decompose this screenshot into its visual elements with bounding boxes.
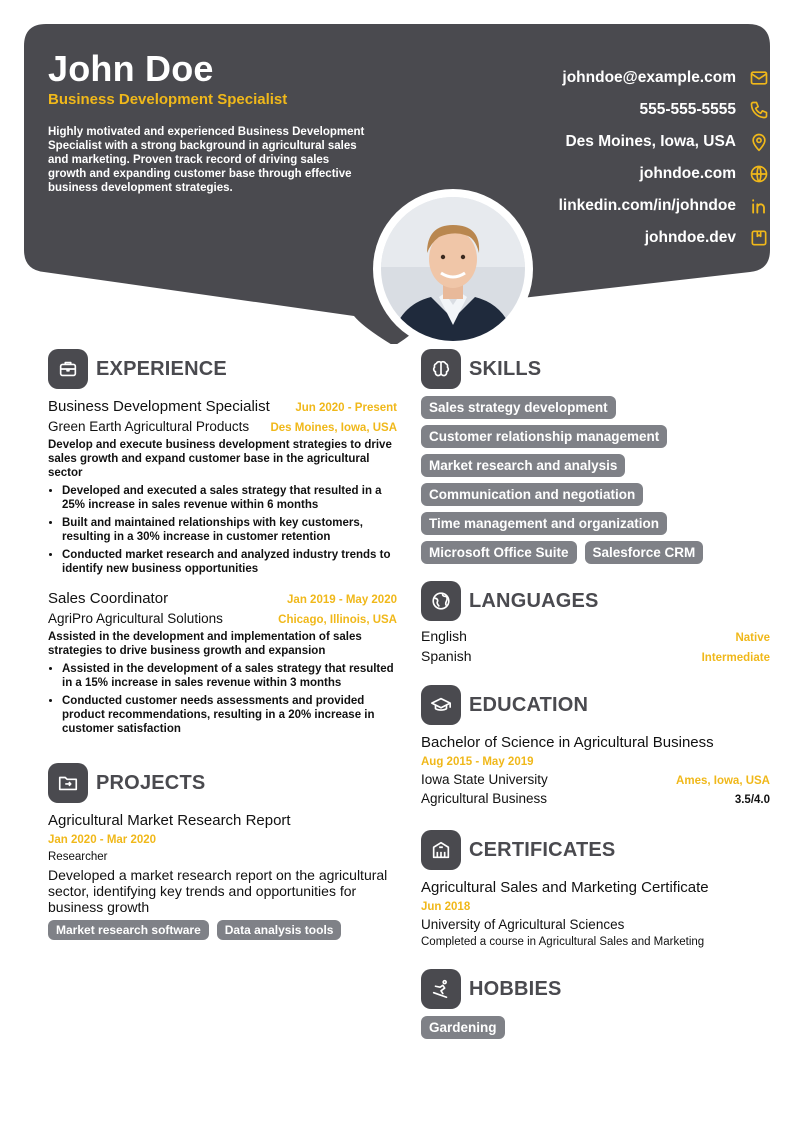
list-item: • Built and maintained relationships with key customers, resulting in a 30% increase in customer retention (62, 516, 397, 544)
list-item: • Conducted market research and analyzed industry trends to identify new business opportunities (62, 548, 397, 576)
projects-title: PROJECTS (96, 771, 206, 794)
hobbies-section-header (421, 969, 562, 1009)
degree: Bachelor of Science in Agricultural Business (421, 734, 714, 751)
certificate-date: Jun 2018 (421, 901, 471, 913)
globe-language-icon (421, 581, 461, 621)
list-item: • Conducted customer needs assessments and provided product recommendations, resulting in a 20% increase in customer satisfaction (62, 694, 397, 736)
languages-list (421, 628, 770, 668)
certificates-title: CERTIFICATES (469, 838, 616, 861)
language-name: English (421, 628, 467, 644)
job-location: Des Moines, Iowa, USA (270, 422, 397, 434)
brain-icon (421, 349, 461, 389)
skills-title: SKILLS (469, 357, 542, 380)
skill-tag: Communication and negotiation (421, 483, 643, 506)
profile-photo (373, 189, 533, 349)
candidate-name: John Doe (48, 48, 214, 89)
gpa: 3.5/4.0 (734, 794, 770, 806)
skill-tag: Customer relationship management (421, 425, 667, 448)
hobbies-title: HOBBIES (469, 977, 562, 1000)
briefcase-icon (48, 349, 88, 389)
contact-website-text[interactable]: johndoe.com (639, 165, 736, 182)
job-description: Assisted in the development and implementation of sales strategies to drive business growth and expansion (48, 631, 362, 657)
profile-summary: Highly motivated and experienced Business Development Specialist with a strong background in agricultural sales and marketing. Proven track record of driving sales growth and expanding customer base through effective business development strategies. (48, 126, 365, 194)
job-company: Green Earth Agricultural Products (48, 419, 250, 434)
project-tag: Data analysis tools (217, 920, 342, 940)
contact-location-text: Des Moines, Iowa, USA (565, 133, 736, 150)
contact-phone-text[interactable]: 555-555-5555 (639, 101, 736, 118)
list-item: • Developed and executed a sales strategy that resulted in a 25% increase in sales revenue within 6 months (62, 484, 397, 512)
job-entry (48, 590, 397, 736)
skill-tag: Sales strategy development (421, 396, 616, 419)
certificate-building-icon (421, 830, 461, 870)
education-section-header (421, 685, 588, 725)
projects-section-header (48, 763, 205, 803)
language-name: Spanish (421, 648, 472, 664)
field-of-study: Agricultural Business (421, 791, 548, 806)
contact-location (450, 126, 770, 158)
school-location: Ames, Iowa, USA (676, 775, 770, 787)
skills-list (421, 396, 770, 570)
project-tags (48, 920, 397, 946)
hobbies-list (421, 1016, 770, 1045)
linkedin-icon (748, 195, 770, 217)
language-row (421, 628, 770, 648)
language-level: Intermediate (701, 652, 770, 664)
certificate-description: Completed a course in Agricultural Sales and Marketing (421, 936, 705, 948)
job-title: Business Development Specialist (48, 398, 270, 415)
education-entry (421, 734, 770, 806)
hobby-tag: Gardening (421, 1016, 505, 1039)
school-name: Iowa State University (421, 772, 548, 787)
bookmark-icon (748, 227, 770, 249)
mail-icon (748, 67, 770, 89)
job-description: Develop and execute business development strategies to drive sales growth and expand customer base in the agricultural sector (48, 439, 392, 479)
experience-title: EXPERIENCE (96, 357, 227, 380)
candidate-role: Business Development Specialist (48, 91, 288, 108)
skills-section-header (421, 349, 541, 389)
job-title: Sales Coordinator (48, 590, 169, 607)
location-pin-icon (748, 131, 770, 153)
contact-portfolio-text[interactable]: johndoe.dev (644, 229, 736, 246)
certificate-name: Agricultural Sales and Marketing Certificate (421, 879, 709, 896)
job-dates: Jun 2020 - Present (295, 402, 397, 414)
project-description: Developed a market research report on the agricultural sector, identifying key trends and opportunities for business growth (48, 867, 388, 915)
project-name: Agricultural Market Research Report (48, 812, 291, 829)
project-tag: Market research software (48, 920, 209, 940)
skiing-icon (421, 969, 461, 1009)
certificate-entry (421, 879, 770, 948)
skill-tag: Market research and analysis (421, 454, 625, 477)
globe-icon (748, 163, 770, 185)
list-item: • Assisted in the development of a sales strategy that resulted in a 15% increase in sales revenue within 3 months (62, 662, 397, 690)
job-achievements (48, 484, 397, 576)
language-level: Native (735, 632, 770, 644)
job-entry (48, 398, 397, 576)
job-location: Chicago, Illinois, USA (278, 614, 397, 626)
skill-tag: Time management and organization (421, 512, 667, 535)
project-dates: Jan 2020 - Mar 2020 (48, 834, 157, 846)
project-role: Researcher (48, 851, 108, 863)
languages-section-header (421, 581, 599, 621)
contact-phone[interactable] (450, 94, 770, 126)
language-row (421, 648, 770, 668)
contact-email[interactable] (450, 62, 770, 94)
skill-tag: Microsoft Office Suite (421, 541, 577, 564)
contact-email-text[interactable]: johndoe@example.com (562, 69, 736, 86)
contact-linkedin-text[interactable]: linkedin.com/in/johndoe (558, 197, 736, 214)
graduation-cap-icon (421, 685, 461, 725)
skill-tag: Salesforce CRM (585, 541, 704, 564)
phone-icon (748, 99, 770, 121)
project-entry (48, 812, 397, 946)
job-achievements (48, 662, 397, 736)
education-dates: Aug 2015 - May 2019 (421, 756, 534, 768)
languages-title: LANGUAGES (469, 589, 599, 612)
job-dates: Jan 2019 - May 2020 (287, 594, 397, 606)
education-title: EDUCATION (469, 693, 589, 716)
experience-list (48, 398, 397, 740)
avatar (381, 197, 525, 341)
certificate-issuer: University of Agricultural Sciences (421, 917, 625, 932)
experience-section-header (48, 349, 227, 389)
folder-icon (48, 763, 88, 803)
certificates-section-header (421, 830, 615, 870)
job-company: AgriPro Agricultural Solutions (48, 611, 223, 626)
contact-website[interactable] (450, 158, 770, 190)
